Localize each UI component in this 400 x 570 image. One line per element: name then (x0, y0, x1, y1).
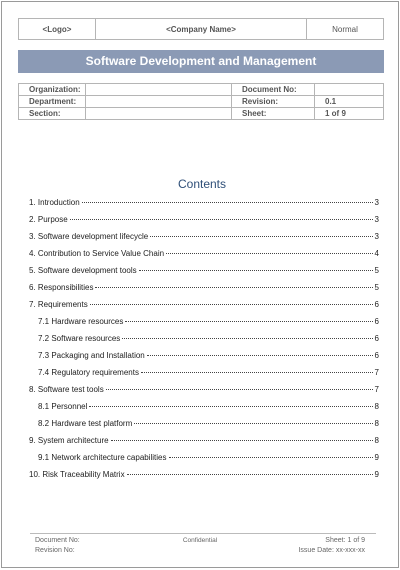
toc-dot-leader (95, 287, 372, 288)
toc-entry-label: 7.2 Software resources (38, 334, 121, 343)
toc-entry-page: 5 (374, 266, 379, 275)
footer-right (298, 536, 365, 556)
toc-entry-label: 10. Risk Traceability Matrix (29, 470, 125, 479)
toc-entry[interactable] (29, 198, 379, 215)
footer-sheet: Sheet: 1 of 9 (325, 537, 365, 544)
toc-entry-page: 8 (374, 402, 379, 411)
toc-entry-page: 5 (374, 283, 379, 292)
sheet-value: 1 of 9 (315, 108, 384, 120)
toc-dot-leader (150, 236, 372, 237)
toc-entry-label: 6. Responsibilities (29, 283, 94, 292)
revision-value: 0.1 (315, 96, 384, 108)
contents-heading: Contents (177, 177, 227, 191)
document-info-table (18, 83, 384, 120)
toc-dot-leader (134, 423, 372, 424)
organization-label: Organization: (19, 84, 86, 96)
toc-entry[interactable] (29, 283, 379, 300)
toc-entry-label: 7. Requirements (29, 300, 88, 309)
footer-confidential: Confidential (182, 537, 218, 544)
organization-value (86, 84, 232, 96)
toc-entry-label: 5. Software development tools (29, 266, 137, 275)
toc-dot-leader (169, 457, 373, 458)
toc-entry[interactable] (29, 368, 379, 385)
document-no-value (315, 84, 384, 96)
toc-entry[interactable] (29, 300, 379, 317)
toc-entry-page: 3 (374, 232, 379, 241)
toc-dot-leader (139, 270, 373, 271)
section-label: Section: (19, 108, 86, 120)
table-of-contents (29, 198, 379, 487)
toc-entry-page: 6 (374, 351, 379, 360)
toc-entry-label: 8.1 Personnel (38, 402, 88, 411)
toc-entry-label: 8. Software test tools (29, 385, 104, 394)
logo-placeholder: <Logo> (19, 19, 96, 40)
toc-entry-page: 6 (374, 300, 379, 309)
toc-entry[interactable] (29, 215, 379, 232)
footer-divider (30, 533, 376, 534)
toc-dot-leader (111, 440, 373, 441)
footer-issue-date: Issue Date: xx-xxx-xx (298, 547, 365, 554)
toc-dot-leader (141, 372, 373, 373)
department-label: Department: (19, 96, 86, 108)
page-footer (35, 536, 365, 558)
toc-dot-leader (122, 338, 372, 339)
toc-entry[interactable] (29, 232, 379, 249)
toc-entry-label: 8.2 Hardware test platform (38, 419, 133, 428)
toc-entry[interactable] (29, 436, 379, 453)
company-name: <Company Name> (96, 19, 307, 40)
toc-dot-leader (70, 219, 373, 220)
toc-entry[interactable] (29, 419, 379, 436)
sheet-label: Sheet: (232, 108, 315, 120)
toc-entry-page: 7 (374, 385, 379, 394)
department-value (86, 96, 232, 108)
toc-entry[interactable] (29, 266, 379, 283)
header-table (18, 18, 384, 40)
toc-dot-leader (89, 406, 372, 407)
toc-entry-page: 8 (374, 419, 379, 428)
toc-entry-page: 6 (374, 334, 379, 343)
toc-entry-page: 9 (374, 453, 379, 462)
revision-label: Revision: (232, 96, 315, 108)
info-row (19, 108, 384, 120)
toc-entry-label: 4. Contribution to Service Value Chain (29, 249, 165, 258)
toc-entry-label: 3. Software development lifecycle (29, 232, 149, 241)
info-row (19, 84, 384, 96)
toc-entry[interactable] (29, 385, 379, 402)
toc-entry-label: 7.1 Hardware resources (38, 317, 124, 326)
toc-entry-page: 3 (374, 198, 379, 207)
document-no-label: Document No: (232, 84, 315, 96)
toc-entry-page: 4 (374, 249, 379, 258)
document-page (1, 1, 399, 568)
toc-entry[interactable] (29, 453, 379, 470)
toc-entry-label: 7.4 Regulatory requirements (38, 368, 139, 377)
footer-document-no: Document No: (35, 537, 80, 544)
section-value (86, 108, 232, 120)
classification-label: Normal (307, 19, 384, 40)
toc-dot-leader (166, 253, 373, 254)
toc-entry[interactable] (29, 249, 379, 266)
footer-revision-no: Revision No: (35, 547, 75, 554)
toc-entry[interactable] (29, 334, 379, 351)
toc-entry-page: 7 (374, 368, 379, 377)
toc-entry[interactable] (29, 351, 379, 368)
toc-dot-leader (125, 321, 372, 322)
info-row (19, 96, 384, 108)
toc-dot-leader (82, 202, 373, 203)
toc-entry-label: 1. Introduction (29, 198, 80, 207)
toc-entry-page: 3 (374, 215, 379, 224)
toc-entry[interactable] (29, 470, 379, 487)
toc-entry-page: 9 (374, 470, 379, 479)
toc-entry-label: 9. System architecture (29, 436, 109, 445)
toc-entry-label: 7.3 Packaging and Installation (38, 351, 145, 360)
toc-dot-leader (106, 389, 373, 390)
toc-dot-leader (90, 304, 373, 305)
toc-dot-leader (147, 355, 373, 356)
toc-entry-label: 9.1 Network architecture capabilities (38, 453, 167, 462)
toc-dot-leader (127, 474, 373, 475)
toc-entry[interactable] (29, 402, 379, 419)
document-title: Software Development and Management (18, 50, 384, 73)
toc-entry[interactable] (29, 317, 379, 334)
toc-entry-label: 2. Purpose (29, 215, 68, 224)
toc-entry-page: 8 (374, 436, 379, 445)
toc-entry-page: 6 (374, 317, 379, 326)
